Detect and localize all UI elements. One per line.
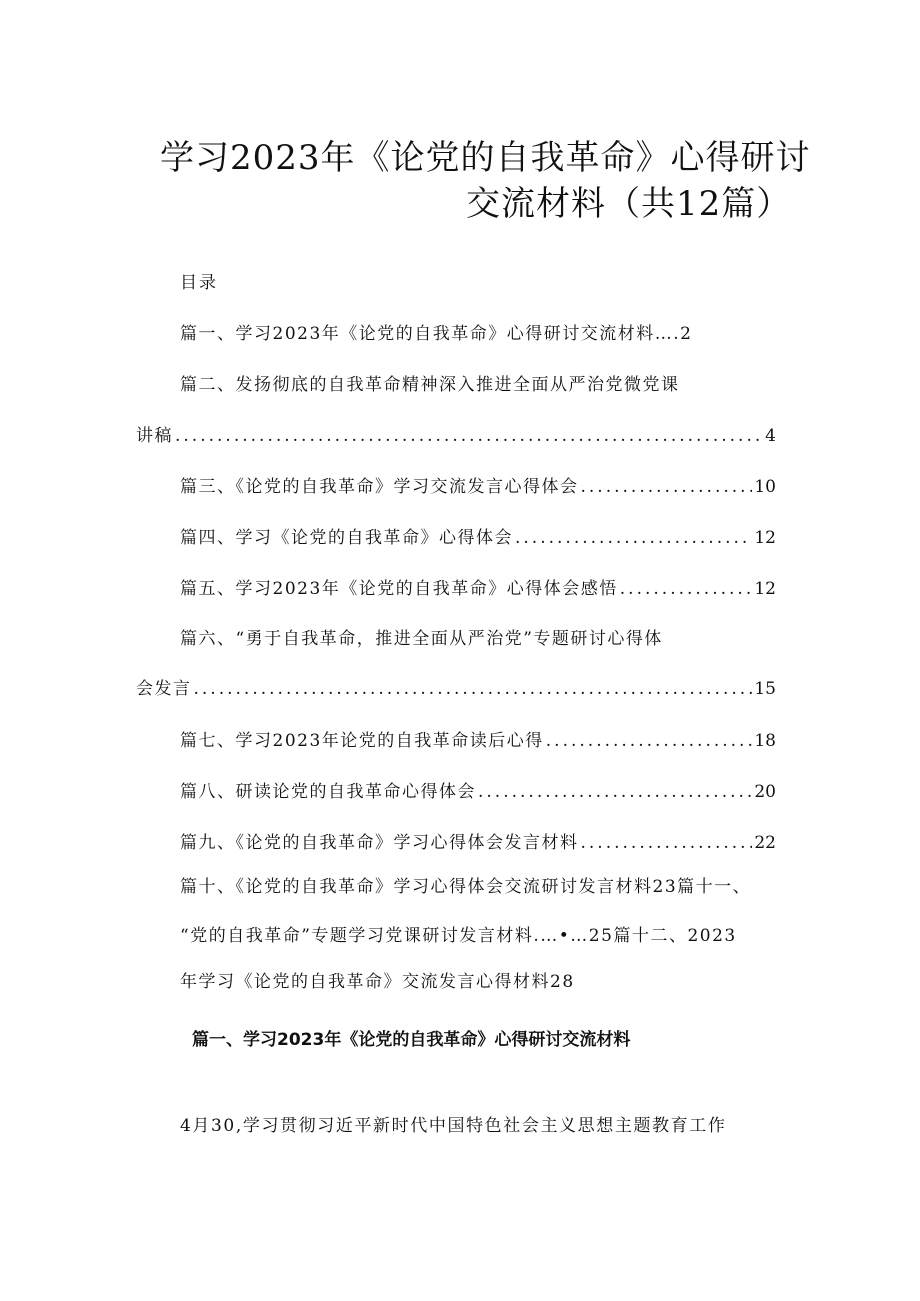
toc-entry-8 xyxy=(180,780,776,804)
toc-entry-text: 篇七、学习2023年论党的自我革命读后心得 xyxy=(180,731,544,751)
toc-entry-text: 讲稿 xyxy=(136,426,173,446)
toc-entry-2: 篇二、发扬彻底的自我革命精神深入推进全面从严治党微党课 xyxy=(180,375,680,395)
toc-entry-10: 篇十、《论党的自我革命》学习心得体会交流研讨发言材料23篇十一、 xyxy=(180,877,752,897)
toc-leader-dots xyxy=(478,780,752,804)
toc-entry-5 xyxy=(180,577,776,601)
toc-page-number: 18 xyxy=(754,731,776,751)
section-heading: 篇一、学习2023年《论党的自我革命》心得研讨交流材料 xyxy=(192,1030,631,1050)
toc-entry-7 xyxy=(180,729,776,753)
toc-entry-1: 篇一、学习2023年《论党的自我革命》心得研讨交流材料….2 xyxy=(180,324,693,344)
toc-entry-2-cont xyxy=(136,424,776,448)
toc-entry-4 xyxy=(180,526,776,550)
toc-leader-dots xyxy=(175,424,763,448)
toc-label: 目录 xyxy=(180,273,218,293)
toc-page-number: 22 xyxy=(754,833,776,853)
toc-page-number: 4 xyxy=(765,426,776,446)
toc-page-number: 12 xyxy=(754,528,776,548)
toc-leader-dots xyxy=(515,526,752,550)
toc-page-number: 15 xyxy=(754,679,776,699)
document-title-line-1: 学习2023年《论党的自我革命》心得研讨 xyxy=(160,138,811,178)
toc-entry-text: 篇八、研读论党的自我革命心得体会 xyxy=(180,782,476,802)
toc-entry-6: 篇六、“勇于自我革命，推进全面从严治党”专题研讨心得体 xyxy=(180,629,663,649)
toc-entry-3 xyxy=(180,475,776,499)
toc-leader-dots xyxy=(546,729,753,753)
toc-entry-text: 篇九、《论党的自我革命》学习心得体会发言材料 xyxy=(180,833,579,853)
document-title-line-2: 交流材料（共12篇） xyxy=(466,184,792,224)
toc-page-number: 20 xyxy=(754,782,776,802)
toc-leader-dots xyxy=(581,831,753,855)
toc-entry-text: 篇三、《论党的自我革命》学习交流发言心得体会 xyxy=(180,477,579,497)
toc-entry-12: 年学习《论党的自我革命》交流发言心得材料28 xyxy=(180,972,575,992)
toc-leader-dots xyxy=(620,577,753,601)
toc-leader-dots xyxy=(194,677,753,701)
toc-entry-text: 篇五、学习2023年《论党的自我革命》心得体会感悟 xyxy=(180,579,618,599)
toc-page-number: 10 xyxy=(754,477,776,497)
toc-page-number: 12 xyxy=(754,579,776,599)
toc-entry-text: 会发言 xyxy=(136,679,192,699)
toc-entry-9 xyxy=(180,831,776,855)
toc-entry-6-cont xyxy=(136,677,776,701)
toc-entry-11: “党的自我革命”专题学习党课研讨发言材料.…•…25篇十二、2023 xyxy=(180,926,737,946)
toc-leader-dots xyxy=(581,475,753,499)
toc-entry-text: 篇四、学习《论党的自我革命》心得体会 xyxy=(180,528,513,548)
body-paragraph-first-line: 4月30,学习贯彻习近平新时代中国特色社会主义思想主题教育工作 xyxy=(180,1116,727,1136)
